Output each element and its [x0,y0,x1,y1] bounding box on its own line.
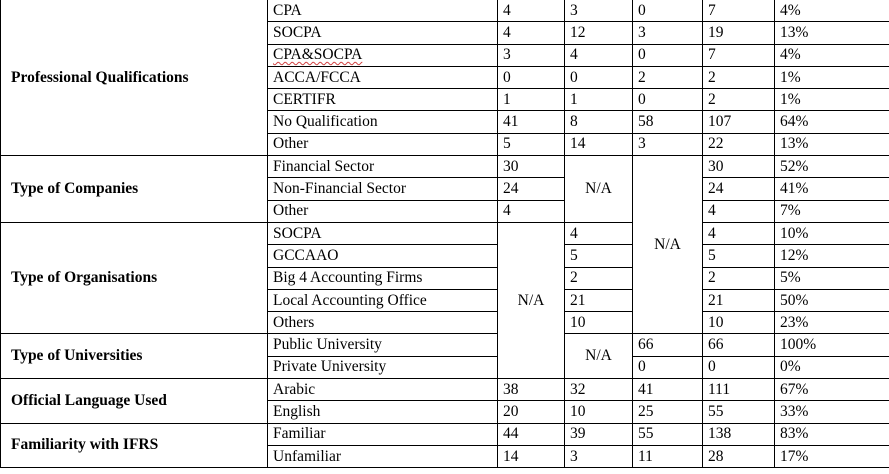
cell-col1: 44 [498,423,565,445]
cell-col1: 4 [498,0,565,22]
cell-percent: 0% [775,356,889,378]
cell-percent: 41% [775,178,889,200]
row-label: CERTIFR [268,89,498,111]
row-label: Other [268,200,498,222]
cell-col2: 4 [565,44,633,66]
cell-total: 24 [703,178,775,200]
cell-col2: 4 [565,222,633,244]
cell-percent: 33% [775,401,889,423]
cell-col1: 41 [498,111,565,133]
row-label: Others [268,312,498,334]
cell-total: 2 [703,89,775,111]
row-label: Private University [268,356,498,378]
row-label: Local Accounting Office [268,289,498,311]
cell-col3: 55 [633,423,703,445]
category-label: Official Language Used [1,379,268,424]
row-label: English [268,401,498,423]
row-label: Financial Sector [268,156,498,178]
table-row [1,222,889,244]
cell-col2: 3 [565,445,633,467]
cell-col1: 4 [498,22,565,44]
cell-total: 107 [703,111,775,133]
category-label: Familiarity with IFRS [1,423,268,468]
cell-percent: 7% [775,200,889,222]
category-label: Type of Companies [1,156,268,223]
cell-total: 111 [703,379,775,401]
cell-col1: 30 [498,156,565,178]
cell-percent: 64% [775,111,889,133]
cell-total: 21 [703,289,775,311]
row-label: Big 4 Accounting Firms [268,267,498,289]
cell-col3: 0 [633,0,703,22]
cell-percent: 23% [775,312,889,334]
cell-total: 138 [703,423,775,445]
cell-col1: 38 [498,379,565,401]
cell-col1: 0 [498,66,565,88]
cell-percent: 13% [775,22,889,44]
cell-col3: 11 [633,445,703,467]
cell-col2: 21 [565,289,633,311]
cell-total: 5 [703,245,775,267]
row-label [268,44,498,66]
category-label: Professional Qualifications [1,0,268,156]
cell-col3: 0 [633,44,703,66]
row-label: ACCA/FCCA [268,66,498,88]
table-row [1,156,889,178]
spellcheck-underlined-text: CPA&SOCPA [273,46,363,64]
cell-col2: 10 [565,401,633,423]
cell-percent: 1% [775,66,889,88]
cell-total: 7 [703,44,775,66]
cell-total: 2 [703,66,775,88]
row-label: GCCAAO [268,245,498,267]
cell-percent: 12% [775,245,889,267]
row-label: CPA [268,0,498,22]
cell-percent: 4% [775,44,889,66]
not-applicable-cell: N/A [565,334,633,379]
cell-col3: 3 [633,22,703,44]
cell-percent: 52% [775,156,889,178]
category-label: Type of Organisations [1,222,268,333]
cell-percent: 67% [775,379,889,401]
cell-col2: 39 [565,423,633,445]
cell-percent: 13% [775,133,889,155]
cell-col1: 14 [498,445,565,467]
category-label: Type of Universities [1,334,268,379]
cell-col2: 10 [565,312,633,334]
cell-total: 4 [703,200,775,222]
cell-percent: 83% [775,423,889,445]
cell-total: 19 [703,22,775,44]
cell-col1: 24 [498,178,565,200]
cell-col2: 32 [565,379,633,401]
row-label: Familiar [268,423,498,445]
table-row [1,334,889,356]
row-label: SOCPA [268,222,498,244]
not-applicable-cell: N/A [498,222,565,378]
cell-total: 10 [703,312,775,334]
cell-percent: 17% [775,445,889,467]
cell-total: 0 [703,356,775,378]
cell-col3: 0 [633,356,703,378]
cell-percent: 4% [775,0,889,22]
cell-total: 2 [703,267,775,289]
cell-total: 30 [703,156,775,178]
row-label: Unfamiliar [268,445,498,467]
cell-col2: 1 [565,89,633,111]
cell-col1: 20 [498,401,565,423]
cell-percent: 1% [775,89,889,111]
cell-total: 55 [703,401,775,423]
cell-col1: 3 [498,44,565,66]
cell-col3: 66 [633,334,703,356]
cell-col1: 5 [498,133,565,155]
row-label: Other [268,133,498,155]
cell-col3: 25 [633,401,703,423]
cell-total: 22 [703,133,775,155]
cell-col3: 41 [633,379,703,401]
row-label: Arabic [268,379,498,401]
cell-total: 28 [703,445,775,467]
cell-percent: 100% [775,334,889,356]
table-row [1,379,889,401]
row-label: Non-Financial Sector [268,178,498,200]
not-applicable-cell: N/A [633,156,703,334]
table-row [1,423,889,445]
cell-percent: 50% [775,289,889,311]
cell-col2: 0 [565,66,633,88]
table-row [1,0,889,22]
cell-percent: 10% [775,222,889,244]
cell-percent: 5% [775,267,889,289]
row-label: Public University [268,334,498,356]
cell-col1: 1 [498,89,565,111]
row-label: SOCPA [268,22,498,44]
cell-col2: 5 [565,245,633,267]
cell-col3: 0 [633,89,703,111]
cell-total: 66 [703,334,775,356]
cell-col3: 58 [633,111,703,133]
cell-col2: 8 [565,111,633,133]
cell-total: 7 [703,0,775,22]
row-label: No Qualification [268,111,498,133]
cell-col2: 14 [565,133,633,155]
cell-col2: 12 [565,22,633,44]
cell-col1: 4 [498,200,565,222]
cell-col2: 3 [565,0,633,22]
cell-col3: 3 [633,133,703,155]
cell-col3: 2 [633,66,703,88]
not-applicable-cell: N/A [565,156,633,223]
cell-col2: 2 [565,267,633,289]
cell-total: 4 [703,222,775,244]
